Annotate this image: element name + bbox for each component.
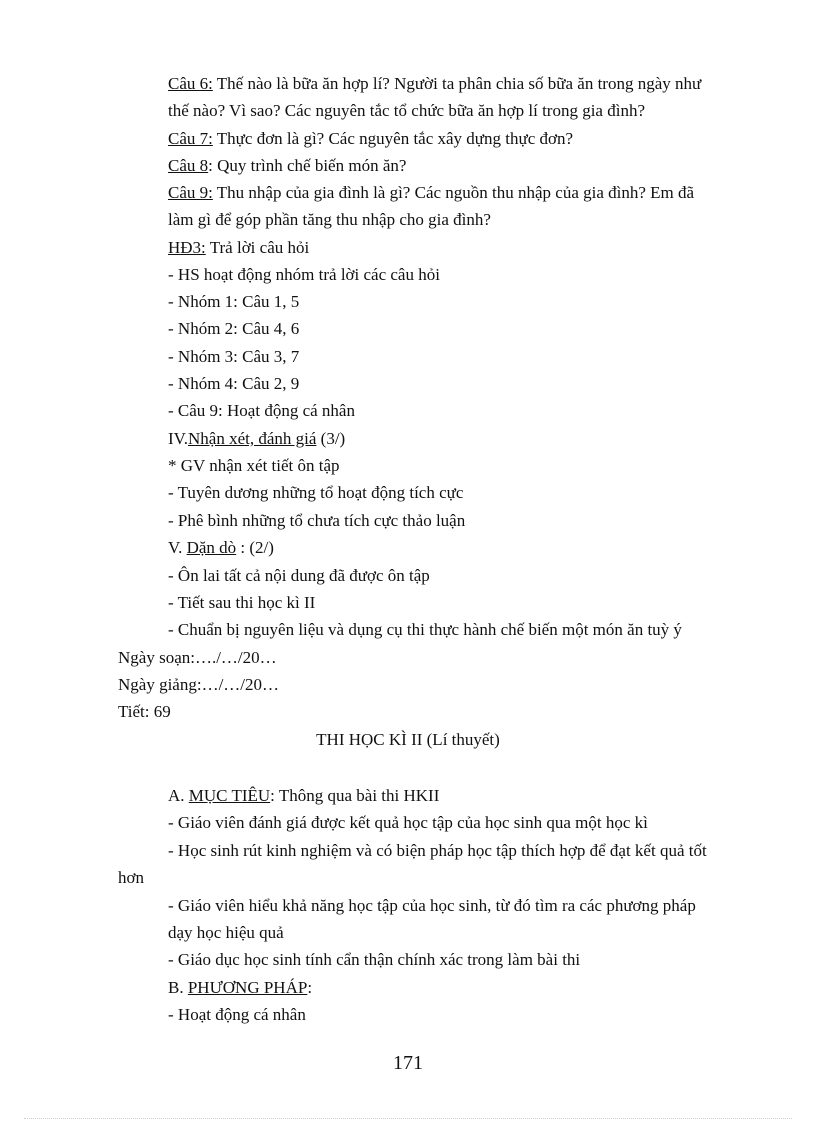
- section-4-label: Nhận xét, đánh giá: [188, 429, 317, 448]
- list-item-continuation: dạy học hiệu quả: [168, 923, 284, 942]
- question-9-label: Câu 9:: [168, 183, 213, 202]
- section-5-suffix: : (2/): [236, 538, 274, 557]
- question-9-continuation: làm gì để góp phần tăng thu nhập cho gia đình?: [168, 210, 491, 229]
- section-5-heading: [168, 538, 274, 558]
- list-item: - HS hoạt động nhóm trả lời các câu hỏi: [168, 265, 440, 284]
- list-item: - Câu 9: Hoạt động cá nhân: [168, 401, 355, 420]
- list-item-continuation: hơn: [118, 868, 144, 887]
- page-bottom-divider: [24, 1118, 792, 1119]
- question-7-text: Thực đơn là gì? Các nguyên tắc xây dựng thực đơn?: [212, 129, 574, 148]
- section-4-suffix: (3/): [316, 429, 346, 448]
- teaching-date: Ngày giảng:…/…/20…: [118, 675, 280, 694]
- question-7: [168, 129, 573, 149]
- question-8-label: Câu 8: [168, 156, 209, 175]
- lesson-number: Tiết: 69: [118, 702, 171, 721]
- question-6-text: Thế nào là bữa ăn hợp lí? Người ta phân chia số bữa ăn trong ngày như: [212, 74, 702, 93]
- section-4-heading: [168, 429, 345, 449]
- section-a-prefix: A.: [168, 786, 189, 805]
- section-b-heading: [168, 978, 312, 998]
- section-5-prefix: V.: [168, 538, 187, 557]
- list-item: - Giáo dục học sinh tính cẩn thận chính xác trong làm bài thi: [168, 950, 581, 969]
- section-a-label: MỤC TIÊU: [188, 786, 271, 805]
- activity-3-text: Trả lời câu hỏi: [205, 238, 310, 257]
- question-9-text: Thu nhập của gia đình là gì? Các nguồn thu nhập của gia đình? Em đã: [212, 183, 695, 202]
- activity-3-label: HĐ3:: [168, 238, 206, 257]
- list-item: * GV nhận xét tiết ôn tập: [168, 456, 340, 475]
- list-item: - Chuẩn bị nguyên liệu và dụng cụ thi thực hành chế biến một món ăn tuỳ ý: [168, 620, 682, 639]
- section-a-suffix: : Thông qua bài thi HKII: [270, 786, 440, 805]
- prepared-date: Ngày soạn:…./…/20…: [118, 648, 277, 667]
- question-6-continuation: thế nào? Vì sao? Các nguyên tắc tổ chức bữa ăn hợp lí trong gia đình?: [168, 101, 645, 120]
- list-item: - Giáo viên hiểu khả năng học tập của học sinh, từ đó tìm ra các phương pháp: [168, 896, 696, 915]
- page-number: 171: [393, 1052, 423, 1074]
- page-title: THI HỌC KÌ II (Lí thuyết): [316, 730, 500, 749]
- question-7-label: Câu 7:: [168, 129, 213, 148]
- list-item: - Phê bình những tổ chưa tích cực thảo luận: [168, 511, 466, 530]
- list-item: - Nhóm 3: Câu 3, 7: [168, 347, 300, 366]
- list-item: - Tuyên dương những tổ hoạt động tích cực: [168, 483, 464, 502]
- section-b-prefix: B.: [168, 978, 188, 997]
- list-item: - Nhóm 2: Câu 4, 6: [168, 319, 300, 338]
- list-item: - Hoạt động cá nhân: [168, 1005, 306, 1024]
- list-item: - Nhóm 1: Câu 1, 5: [168, 292, 300, 311]
- section-4-prefix: IV.: [168, 429, 188, 448]
- question-8: [168, 156, 406, 176]
- question-6: [168, 74, 701, 94]
- list-item: - Ôn lai tất cả nội dung đã được ôn tập: [168, 566, 430, 585]
- list-item: - Nhóm 4: Câu 2, 9: [168, 374, 300, 393]
- question-6-label: Câu 6:: [168, 74, 213, 93]
- section-a-heading: [168, 786, 439, 806]
- section-5-label: Dặn dò: [186, 538, 237, 557]
- list-item: - Tiết sau thi học kì II: [168, 593, 316, 612]
- section-b-label: PHƯƠNG PHÁP: [187, 978, 308, 997]
- question-9: [168, 183, 694, 203]
- activity-3-heading: [168, 238, 309, 258]
- question-8-text: : Quy trình chế biến món ăn?: [208, 156, 407, 175]
- section-b-suffix: :: [307, 978, 313, 997]
- list-item: - Học sinh rút kinh nghiệm và có biện pháp học tập thích hợp để đạt kết quả tốt: [168, 841, 707, 860]
- list-item: - Giáo viên đánh giá được kết quả học tập của học sinh qua một học kì: [168, 813, 648, 832]
